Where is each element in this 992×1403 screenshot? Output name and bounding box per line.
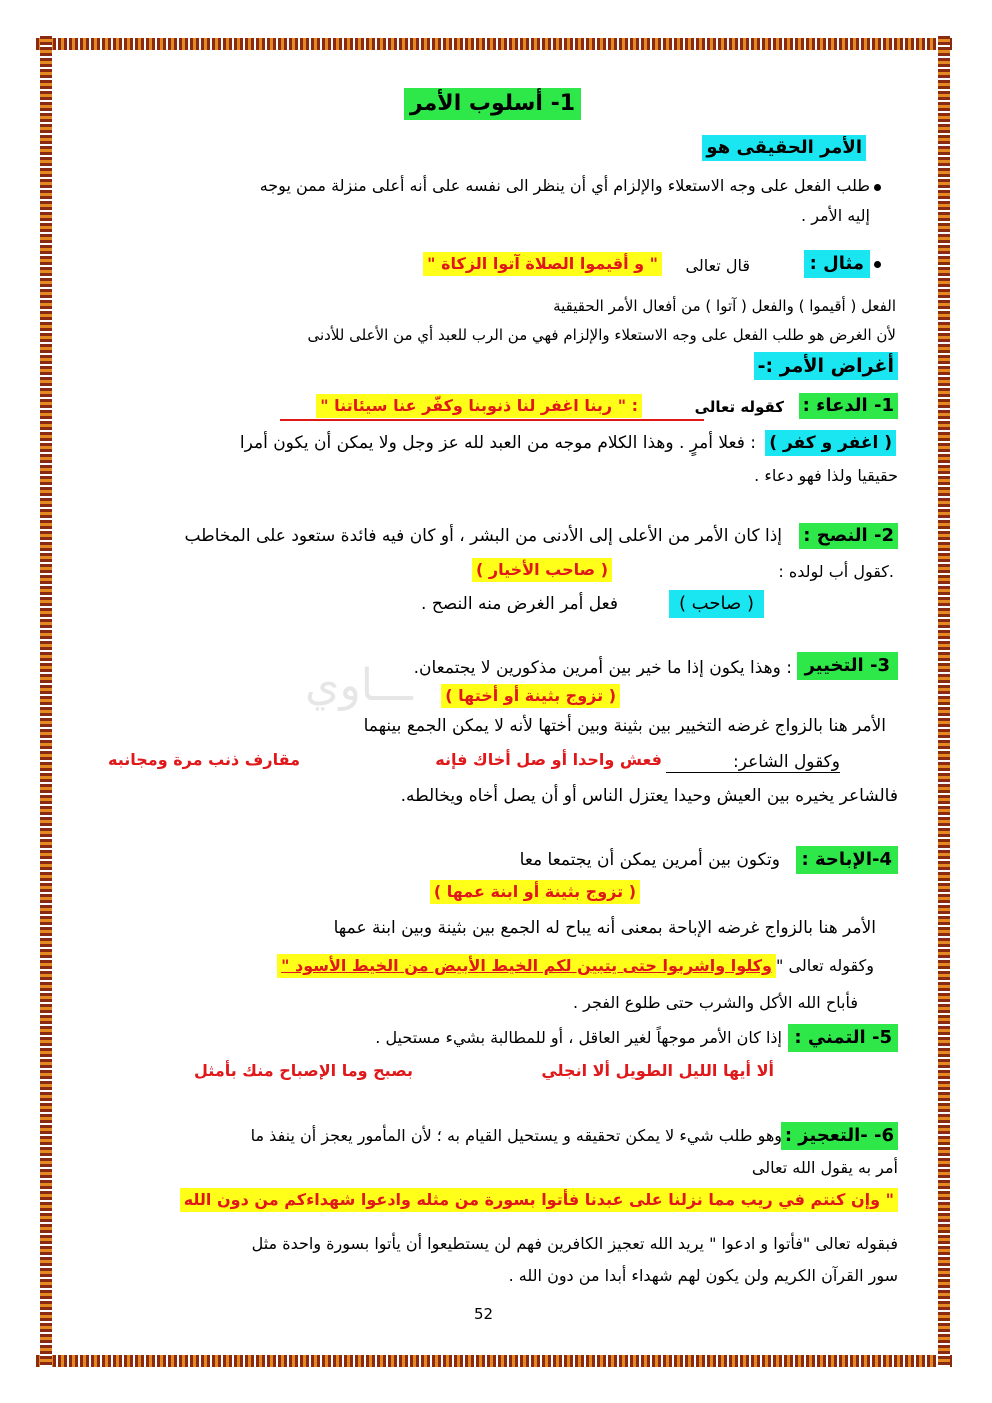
page-title: 1- أسلوب الأمر bbox=[404, 88, 581, 120]
dua-line-2: حقيقيا ولذا فهو دعاء . bbox=[754, 466, 898, 485]
advice-example: ( صاحب الأخيار ) bbox=[472, 558, 612, 582]
poem-underline bbox=[666, 772, 840, 773]
choice-poem-part-1: فعش واحدا أو صل أخاك فإنه bbox=[435, 750, 662, 769]
permission-verse: وكلوا واشربوا حتى يتبين لكم الخيط الأبيض من الخيط الأسود " bbox=[277, 954, 776, 978]
dua-label: 1- الدعاء : bbox=[799, 393, 898, 419]
choice-line-1: : وهذا يكون إذا ما خير بين أمرين مذكورين لا يجتمعان. bbox=[413, 658, 792, 678]
permission-example: ( تزوج بثينة أو ابنة عمها ) bbox=[430, 880, 640, 904]
verbs-line: الفعل ( أقيموا ) والفعل ( آتوا ) من أفعال الأمر الحقيقية bbox=[553, 297, 896, 315]
border-top bbox=[36, 38, 952, 50]
example-label: مثال : bbox=[804, 250, 870, 278]
wish-line-1: إذا كان الأمر موجهاً لغير العاقل ، أو للمطالبة بشيء مستحيل . bbox=[375, 1028, 782, 1047]
dua-intro: كقوله تعالى bbox=[694, 398, 784, 416]
wish-poem-part-2: بصبح وما الإصباح منك بأمثل bbox=[194, 1061, 413, 1080]
challenge-line-4: سور القرآن الكريم ولن يكون لهم شهداء أبدا من دون الله . bbox=[508, 1266, 898, 1285]
definition-line-1: طلب الفعل على وجه الاستعلاء والإلزام أي أن ينظر الى نفسه على أنه أعلى منزلة ممن يوجه bbox=[259, 176, 870, 195]
permission-verse-intro: وكقوله تعالى " bbox=[776, 956, 874, 975]
border-bottom bbox=[36, 1355, 952, 1367]
border-left bbox=[40, 36, 52, 1367]
example-verse: " و أقيموا الصلاة آتوا الزكاة " bbox=[423, 252, 662, 276]
bullet-1 bbox=[874, 184, 881, 191]
permission-line-3: فأباح الله الأكل والشرب حتى طلوع الفجر . bbox=[572, 993, 858, 1012]
dua-underline bbox=[280, 419, 704, 421]
permission-label: 4-الإباحة : bbox=[796, 846, 898, 874]
bullet-2 bbox=[874, 261, 881, 268]
choice-line-2: الأمر هنا بالزواج غرضه التخيير بين بثينة وبين أختها لأنه لا يمكن الجمع بينهما bbox=[363, 716, 886, 736]
advice-line-3: فعل أمر الغرض منه النصح . bbox=[421, 594, 618, 614]
purposes-heading: أغراض الأمر :- bbox=[754, 352, 898, 380]
dua-verse: : " ربنا اغفر لنا ذنوبنا وكفّر عنا سيئاتنا " bbox=[316, 394, 642, 418]
reason-line: لأن الغرض هو طلب الفعل على وجه الاستعلاء والإلزام فهي من الرب للعبد أي من الأعلى للأدنى bbox=[307, 326, 896, 344]
dua-verbs: ( اغفر و كفر ) bbox=[765, 430, 896, 456]
definition-line-2: إليه الأمر . bbox=[801, 206, 870, 225]
choice-line-3: فالشاعر يخيره بين العيش وحيدا يعتزل الناس أو أن يصل أخاه ويخالطه. bbox=[400, 786, 898, 806]
poet-intro: وكقول الشاعر: bbox=[733, 752, 840, 772]
challenge-verse: " وإن كنتم في ريب مما نزلنا على عبدنا فأتوا بسورة من مثله وادعوا شهداءكم من دون الله bbox=[180, 1188, 898, 1212]
advice-line-2: .كقول أب لولده : bbox=[778, 562, 894, 581]
wish-label: 5- التمني : bbox=[788, 1024, 898, 1052]
example-intro: قال تعالى bbox=[685, 256, 750, 275]
challenge-line-2: أمر به يقول الله تعالى bbox=[751, 1158, 898, 1177]
advice-label: 2- النصح : bbox=[799, 523, 898, 549]
challenge-label: 6- -التعجيز : bbox=[781, 1122, 898, 1150]
wish-poem-part-1: ألا أيها الليل الطويل ألا انجلي bbox=[541, 1061, 774, 1080]
choice-example: ( تزوج بثينة أو أختها ) bbox=[441, 684, 620, 708]
page-number: 52 bbox=[474, 1305, 494, 1323]
border-right bbox=[938, 36, 950, 1367]
permission-line-2: الأمر هنا بالزواج غرضه الإباحة بمعنى أنه يباح له الجمع بين بثينة وبين ابنة عمها bbox=[333, 918, 876, 938]
choice-label: 3- التخيير bbox=[797, 652, 898, 680]
real-command-heading: الأمر الحقيقى هو bbox=[702, 135, 866, 161]
watermark: ـــاوي bbox=[305, 660, 413, 711]
challenge-line-1: وهو طلب شيء لا يمكن تحقيقه و يستحيل القيام به ؛ لأن المأمور يعجز أن ينفذ ما bbox=[250, 1126, 782, 1145]
permission-line-1: وتكون بين أمرين يمكن أن يجتمعا معا bbox=[519, 850, 780, 870]
challenge-line-3: فبقوله تعالى "فأتوا و ادعوا " يريد الله تعجيز الكافرين فهم لن يستطيعوا أن يأتوا بسورة واحدة مثل bbox=[251, 1234, 898, 1253]
choice-poem-part-2: مقارف ذنب مرة ومجانبه bbox=[108, 750, 301, 769]
advice-verb: ( صاحب ) bbox=[669, 590, 764, 618]
advice-line-1: إذا كان الأمر من الأعلى إلى الأدنى من البشر ، أو كان فيه فائدة ستعود على المخاطب bbox=[184, 526, 782, 546]
dua-line-1: : فعلا أمرٍ . وهذا الكلام موجه من العبد لله عز وجل ولا يمكن أن يكون أمرا bbox=[239, 433, 756, 453]
